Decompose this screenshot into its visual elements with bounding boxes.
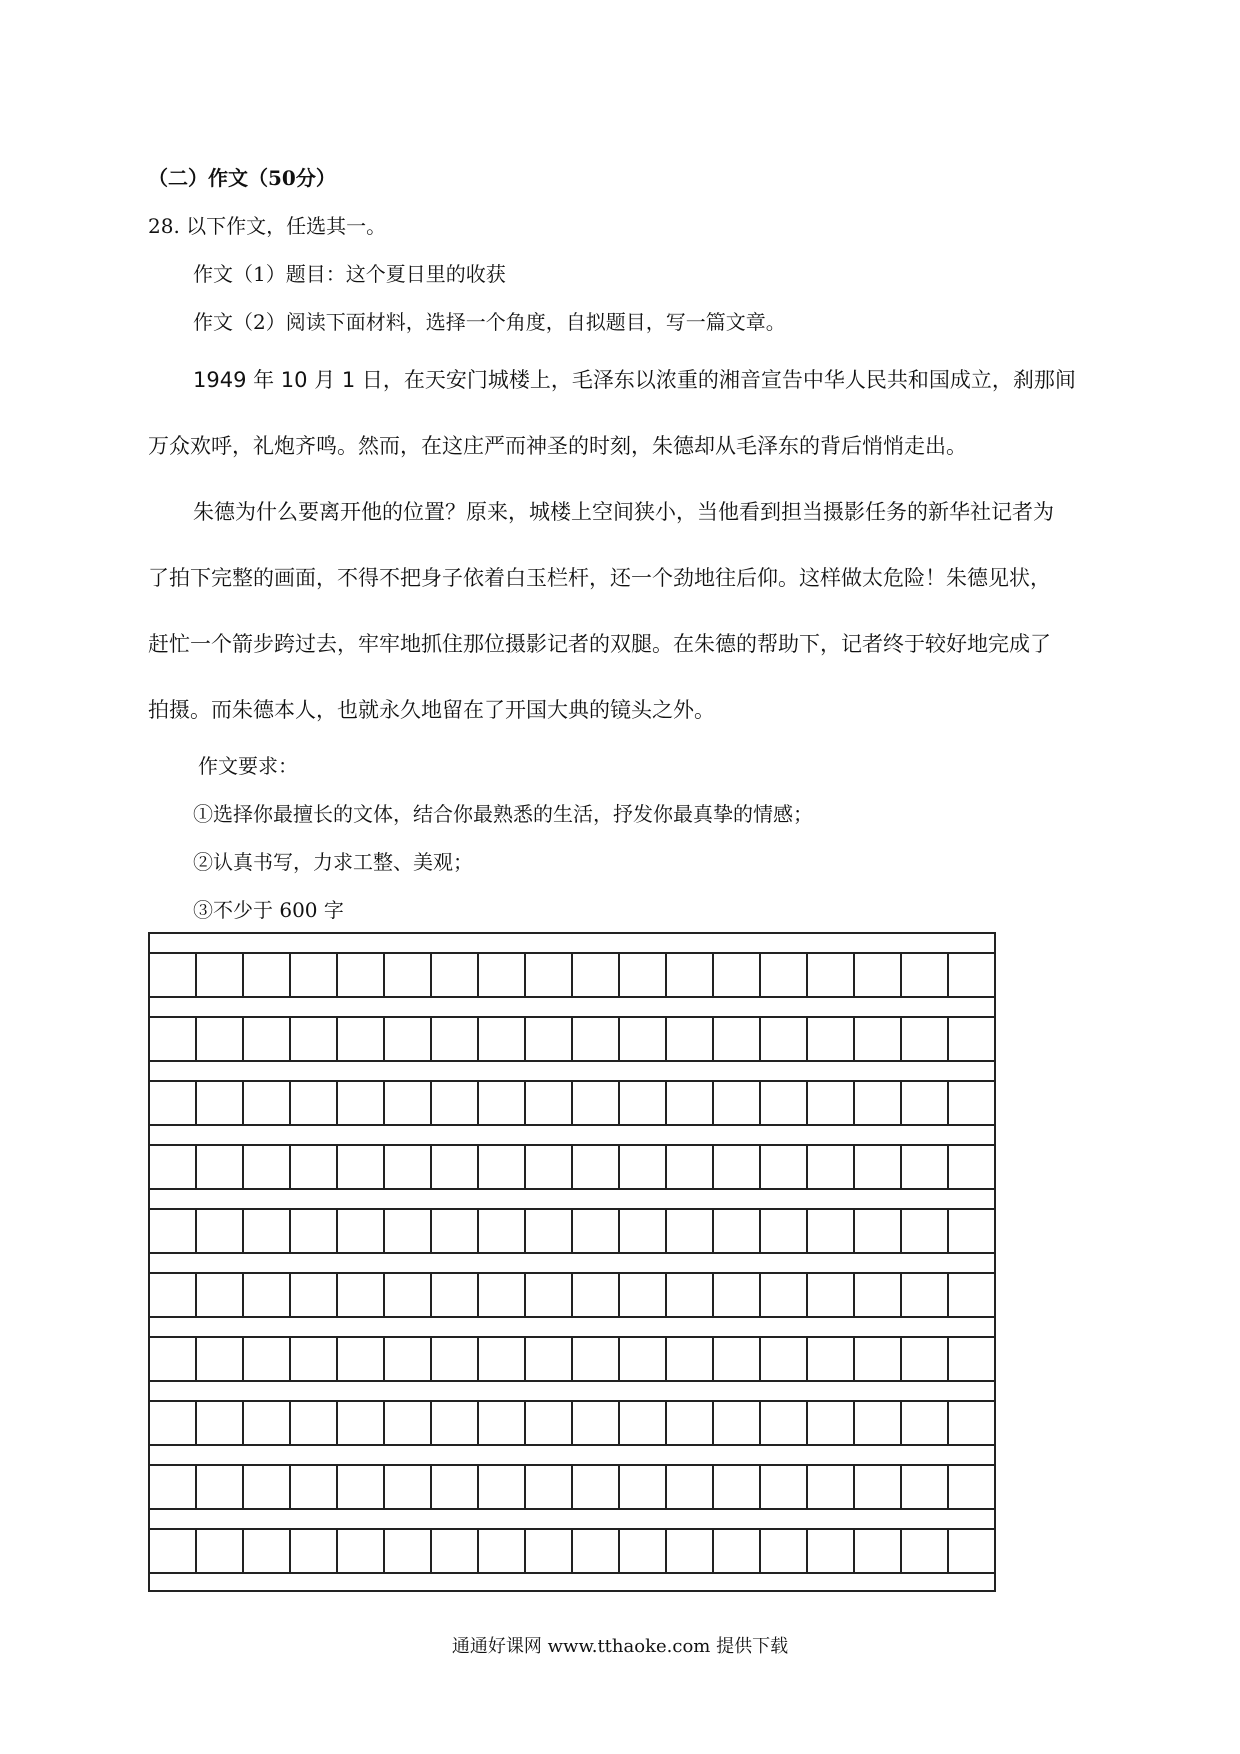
grid-cell [150, 1210, 197, 1252]
grid-cell [385, 1338, 432, 1380]
grid-cell [620, 1402, 667, 1444]
grid-row [148, 1272, 996, 1316]
grid-row [148, 1464, 996, 1508]
grid-cell [197, 1082, 244, 1124]
grid-cell [855, 954, 902, 996]
grid-cell [244, 1018, 291, 1060]
grid-cell [573, 1402, 620, 1444]
grid-cell [244, 1466, 291, 1508]
grid-cell [573, 1082, 620, 1124]
grid-cell [714, 1018, 761, 1060]
grid-cell [244, 1082, 291, 1124]
grid-cell [855, 1530, 902, 1572]
grid-cell [761, 1210, 808, 1252]
grid-cell [761, 1146, 808, 1188]
grid-cell [385, 1274, 432, 1316]
grid-cell [855, 1402, 902, 1444]
grid-row [148, 1208, 996, 1252]
grid-cell [479, 1082, 526, 1124]
grid-cell [573, 1210, 620, 1252]
grid-cell [291, 1402, 338, 1444]
grid-cell [150, 1402, 197, 1444]
grid-cell [291, 1146, 338, 1188]
grid-cell [808, 954, 855, 996]
grid-cell [714, 1466, 761, 1508]
grid-cell [902, 954, 949, 996]
material-line: 拍摄。而朱德本人，也就永久地留在了开国大典的镜头之外。 [148, 698, 715, 722]
grid-cell [338, 1018, 385, 1060]
grid-cell [432, 1210, 479, 1252]
grid-cell [432, 1274, 479, 1316]
requirements-title: 作文要求： [198, 754, 298, 778]
grid-cell [150, 1274, 197, 1316]
grid-row [148, 952, 996, 996]
grid-cell [338, 1338, 385, 1380]
grid-cell [573, 1530, 620, 1572]
grid-cell [479, 1146, 526, 1188]
grid-cell [855, 1018, 902, 1060]
grid-cell [620, 1210, 667, 1252]
grid-cell [949, 1274, 996, 1316]
grid-cell [902, 1274, 949, 1316]
grid-cell [667, 1466, 714, 1508]
grid-cell [949, 1210, 996, 1252]
grid-spacer-row [148, 1572, 996, 1592]
material-line: 万众欢呼，礼炮齐鸣。然而，在这庄严而神圣的时刻，朱德却从毛泽东的背后悄悄走出。 [148, 434, 967, 458]
grid-cell [573, 1274, 620, 1316]
grid-spacer-row [148, 1124, 996, 1144]
grid-cell [291, 1466, 338, 1508]
grid-cell [197, 1018, 244, 1060]
requirement-item: ②认真书写，力求工整、美观； [193, 850, 473, 874]
grid-cell [150, 1082, 197, 1124]
grid-cell [949, 1466, 996, 1508]
grid-cell [526, 1466, 573, 1508]
grid-row [148, 1336, 996, 1380]
grid-cell [526, 1082, 573, 1124]
grid-cell [432, 1082, 479, 1124]
grid-cell [902, 1082, 949, 1124]
grid-cell [197, 1402, 244, 1444]
grid-cell [667, 1082, 714, 1124]
grid-cell [244, 1210, 291, 1252]
grid-cell [808, 1146, 855, 1188]
grid-cell [150, 1018, 197, 1060]
grid-cell [526, 1210, 573, 1252]
grid-cell [902, 1530, 949, 1572]
grid-cell [855, 1466, 902, 1508]
grid-cell [197, 954, 244, 996]
grid-cell [244, 1274, 291, 1316]
grid-cell [385, 1146, 432, 1188]
grid-cell [526, 1274, 573, 1316]
grid-cell [197, 1274, 244, 1316]
grid-cell [573, 1466, 620, 1508]
grid-cell [526, 1530, 573, 1572]
grid-cell [432, 1338, 479, 1380]
grid-cell [291, 1530, 338, 1572]
grid-cell [291, 1018, 338, 1060]
grid-spacer-row [148, 996, 996, 1016]
grid-cell [667, 954, 714, 996]
grid-cell [479, 1338, 526, 1380]
grid-cell [479, 1210, 526, 1252]
grid-cell [526, 1402, 573, 1444]
grid-cell [714, 1402, 761, 1444]
grid-cell [150, 1146, 197, 1188]
grid-cell [385, 1466, 432, 1508]
grid-row [148, 1528, 996, 1572]
grid-cell [949, 1018, 996, 1060]
grid-cell [150, 954, 197, 996]
grid-cell [667, 1402, 714, 1444]
question-text: 28. 以下作文，任选其一。 [148, 214, 387, 238]
grid-row [148, 1080, 996, 1124]
grid-cell [808, 1466, 855, 1508]
grid-cell [385, 1018, 432, 1060]
grid-cell [573, 954, 620, 996]
grid-cell [902, 1338, 949, 1380]
grid-cell [526, 954, 573, 996]
grid-cell [714, 1274, 761, 1316]
grid-cell [620, 1082, 667, 1124]
grid-cell [808, 1018, 855, 1060]
grid-cell [479, 954, 526, 996]
grid-cell [432, 1402, 479, 1444]
grid-cell [620, 1018, 667, 1060]
grid-cell [526, 1338, 573, 1380]
grid-cell [761, 1338, 808, 1380]
grid-cell [808, 1338, 855, 1380]
grid-cell [244, 1530, 291, 1572]
grid-cell [432, 954, 479, 996]
grid-cell [620, 1530, 667, 1572]
grid-cell [620, 1146, 667, 1188]
material-line: 了拍下完整的画面，不得不把身子依着白玉栏杆，还一个劲地往后仰。这样做太危险！朱德见状， [148, 566, 1051, 590]
writing-grid [148, 932, 996, 1592]
grid-cell [902, 1146, 949, 1188]
grid-cell [667, 1146, 714, 1188]
grid-spacer-row [148, 1444, 996, 1464]
grid-cell [714, 1082, 761, 1124]
grid-cell [338, 1274, 385, 1316]
grid-row [148, 1400, 996, 1444]
grid-spacer-row [148, 932, 996, 952]
grid-cell [855, 1338, 902, 1380]
grid-cell [197, 1146, 244, 1188]
grid-cell [479, 1018, 526, 1060]
footer-credit: 通通好课网 www.tthaoke.com 提供下载 [451, 1636, 789, 1657]
grid-cell [808, 1274, 855, 1316]
grid-cell [573, 1146, 620, 1188]
grid-row [148, 1144, 996, 1188]
grid-cell [291, 954, 338, 996]
grid-cell [714, 1146, 761, 1188]
grid-cell [667, 1210, 714, 1252]
grid-spacer-row [148, 1188, 996, 1208]
grid-cell [902, 1466, 949, 1508]
grid-cell [808, 1402, 855, 1444]
grid-cell [244, 1338, 291, 1380]
grid-cell [761, 1018, 808, 1060]
grid-cell [714, 1530, 761, 1572]
grid-cell [291, 1338, 338, 1380]
grid-cell [385, 1210, 432, 1252]
grid-cell [949, 1530, 996, 1572]
grid-cell [855, 1210, 902, 1252]
grid-cell [761, 1274, 808, 1316]
grid-cell [949, 954, 996, 996]
grid-cell [761, 1466, 808, 1508]
grid-cell [197, 1210, 244, 1252]
grid-cell [526, 1018, 573, 1060]
grid-cell [526, 1146, 573, 1188]
grid-cell [385, 1402, 432, 1444]
grid-cell [432, 1466, 479, 1508]
grid-spacer-row [148, 1060, 996, 1080]
grid-cell [385, 1530, 432, 1572]
grid-cell [949, 1402, 996, 1444]
grid-cell [949, 1146, 996, 1188]
essay-option-1: 作文（1）题目：这个夏日里的收获 [193, 262, 506, 286]
grid-cell [150, 1466, 197, 1508]
grid-cell [432, 1530, 479, 1572]
grid-cell [385, 954, 432, 996]
grid-spacer-row [148, 1316, 996, 1336]
grid-cell [761, 1082, 808, 1124]
material-line: 1949 年 10 月 1 日，在天安门城楼上，毛泽东以浓重的湘音宣告中华人民共和国成立，刹那间 [193, 368, 1076, 392]
grid-cell [620, 1466, 667, 1508]
grid-cell [385, 1082, 432, 1124]
grid-cell [197, 1338, 244, 1380]
grid-cell [291, 1082, 338, 1124]
grid-cell [479, 1402, 526, 1444]
grid-cell [808, 1210, 855, 1252]
grid-cell [432, 1146, 479, 1188]
grid-cell [479, 1466, 526, 1508]
grid-cell [291, 1210, 338, 1252]
grid-cell [949, 1082, 996, 1124]
grid-cell [338, 1210, 385, 1252]
grid-cell [761, 1402, 808, 1444]
grid-cell [761, 954, 808, 996]
grid-cell [667, 1018, 714, 1060]
grid-cell [338, 1146, 385, 1188]
grid-cell [855, 1082, 902, 1124]
grid-cell [620, 954, 667, 996]
grid-cell [902, 1210, 949, 1252]
grid-cell [620, 1274, 667, 1316]
grid-cell [432, 1018, 479, 1060]
grid-cell [338, 1466, 385, 1508]
grid-spacer-row [148, 1380, 996, 1400]
grid-cell [244, 954, 291, 996]
grid-cell [479, 1274, 526, 1316]
grid-cell [855, 1146, 902, 1188]
grid-cell [667, 1530, 714, 1572]
grid-cell [291, 1274, 338, 1316]
grid-cell [244, 1146, 291, 1188]
grid-spacer-row [148, 1252, 996, 1272]
essay-option-2: 作文（2）阅读下面材料，选择一个角度，自拟题目，写一篇文章。 [193, 310, 786, 334]
grid-cell [949, 1338, 996, 1380]
grid-cell [761, 1530, 808, 1572]
material-line: 朱德为什么要离开他的位置？原来，城楼上空间狭小，当他看到担当摄影任务的新华社记者为 [193, 500, 1054, 524]
requirement-item: ③不少于 600 字 [193, 898, 344, 922]
grid-cell [902, 1018, 949, 1060]
grid-cell [244, 1402, 291, 1444]
section-heading: （二）作文（50分） [148, 166, 336, 190]
grid-spacer-row [148, 1508, 996, 1528]
grid-cell [714, 954, 761, 996]
grid-cell [338, 954, 385, 996]
grid-cell [667, 1274, 714, 1316]
grid-cell [573, 1338, 620, 1380]
grid-cell [620, 1338, 667, 1380]
grid-cell [197, 1530, 244, 1572]
grid-cell [338, 1402, 385, 1444]
grid-cell [150, 1530, 197, 1572]
grid-cell [714, 1338, 761, 1380]
grid-cell [338, 1530, 385, 1572]
grid-row [148, 1016, 996, 1060]
grid-cell [573, 1018, 620, 1060]
grid-cell [197, 1466, 244, 1508]
requirement-item: ①选择你最擅长的文体，结合你最熟悉的生活，抒发你最真挚的情感； [193, 802, 813, 826]
grid-cell [667, 1338, 714, 1380]
grid-cell [479, 1530, 526, 1572]
grid-cell [855, 1274, 902, 1316]
grid-cell [338, 1082, 385, 1124]
material-line: 赶忙一个箭步跨过去，牢牢地抓住那位摄影记者的双腿。在朱德的帮助下，记者终于较好地完成了 [148, 632, 1051, 656]
grid-cell [714, 1210, 761, 1252]
grid-cell [902, 1402, 949, 1444]
grid-cell [150, 1338, 197, 1380]
grid-cell [808, 1530, 855, 1572]
grid-cell [808, 1082, 855, 1124]
